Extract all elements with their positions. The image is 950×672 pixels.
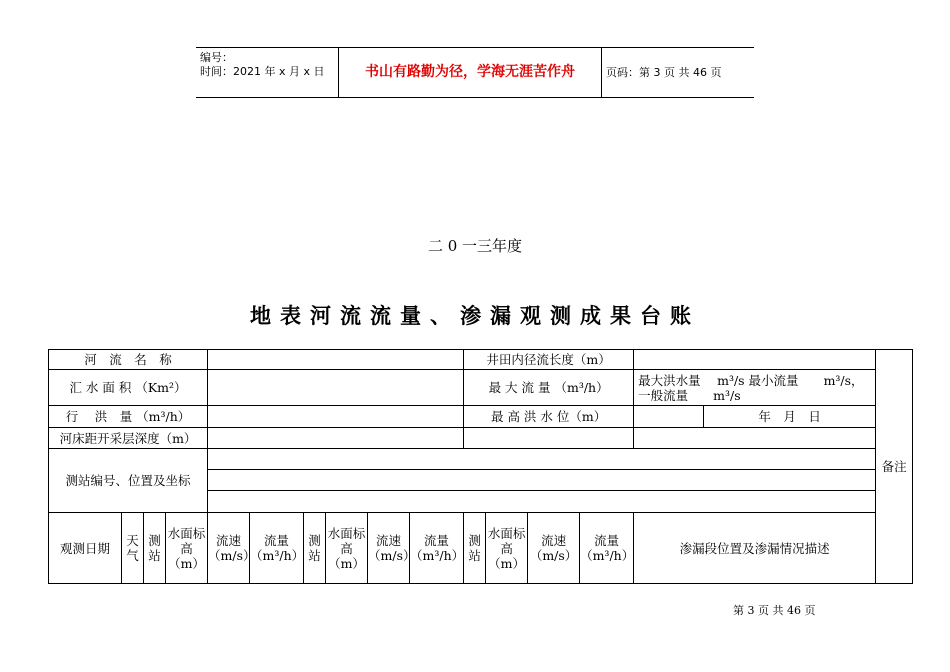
water-level-header-1: 水面标高（m） — [166, 513, 208, 584]
flood-flow-label: 行 洪 量 （m³/h） — [49, 406, 208, 428]
header-meta — [196, 48, 339, 97]
remark-label: 备注 — [876, 350, 913, 584]
page-header — [196, 47, 754, 98]
flow-header-3: 流量（m³/h） — [580, 513, 634, 584]
station-row-1[interactable] — [208, 449, 876, 470]
flow-note: 最大洪水量 m³/s 最小流量 m³/s，一般流量 m³/s — [634, 370, 876, 406]
year-label: 二 0 一三年度 — [427, 237, 523, 255]
leak-desc-header: 渗漏段位置及渗漏情况描述 — [634, 513, 876, 584]
header-page: 页码：第 3 页 共 46 页 — [606, 66, 722, 79]
river-name-value[interactable] — [208, 350, 464, 370]
bed-depth-label: 河床距开采层深度（m） — [49, 428, 208, 449]
bed-depth-extra[interactable] — [464, 428, 634, 449]
inner-length-value[interactable] — [634, 350, 876, 370]
page-footer: 第 3 页 共 46 页 — [733, 604, 816, 617]
station-header-2: 测站 — [304, 513, 326, 584]
station-row-2[interactable] — [208, 470, 876, 491]
water-level-header-3: 水面标高（m） — [486, 513, 528, 584]
max-flood-level-label: 最 高 洪 水 位（m） — [464, 406, 634, 428]
catchment-label: 汇 水 面 积 （Km²） — [49, 370, 208, 406]
velocity-header-2: 流速（m/s） — [368, 513, 410, 584]
station-info-label: 测站编号、位置及坐标 — [49, 449, 208, 513]
time-label: 时间：2021 年 x 月 x 日 — [200, 65, 325, 78]
bed-depth-value[interactable] — [208, 428, 464, 449]
serial-label: 编号： — [200, 51, 233, 64]
station-row-3[interactable] — [208, 491, 876, 513]
header-motto: 书山有路勤为径，学海无涯苦作舟 — [339, 48, 602, 97]
ledger-table — [48, 349, 913, 584]
bed-depth-extra2[interactable] — [634, 428, 876, 449]
water-level-header-2: 水面标高（m） — [326, 513, 368, 584]
max-flow-label: 最 大 流 量 （m³/h） — [464, 370, 634, 406]
flow-header-2: 流量（m³/h） — [410, 513, 464, 584]
velocity-header-1: 流速（m/s） — [208, 513, 250, 584]
max-flood-level-value[interactable] — [634, 406, 704, 428]
station-header-3: 测站 — [464, 513, 486, 584]
velocity-header-3: 流速（m/s） — [528, 513, 580, 584]
station-header-1: 测站 — [144, 513, 166, 584]
flood-flow-value[interactable] — [208, 406, 464, 428]
flow-header-1: 流量（m³/h） — [250, 513, 304, 584]
weather-header: 天气 — [122, 513, 144, 584]
obs-date-header: 观测日期 — [49, 513, 122, 584]
date-marker: 年 月 日 — [704, 406, 876, 428]
river-name-label: 河 流 名 称 — [49, 350, 208, 370]
page-title: 地表河流流量、渗漏观测成果台账 — [250, 303, 700, 328]
catchment-value[interactable] — [208, 370, 464, 406]
inner-length-label: 井田内径流长度（m） — [464, 350, 634, 370]
